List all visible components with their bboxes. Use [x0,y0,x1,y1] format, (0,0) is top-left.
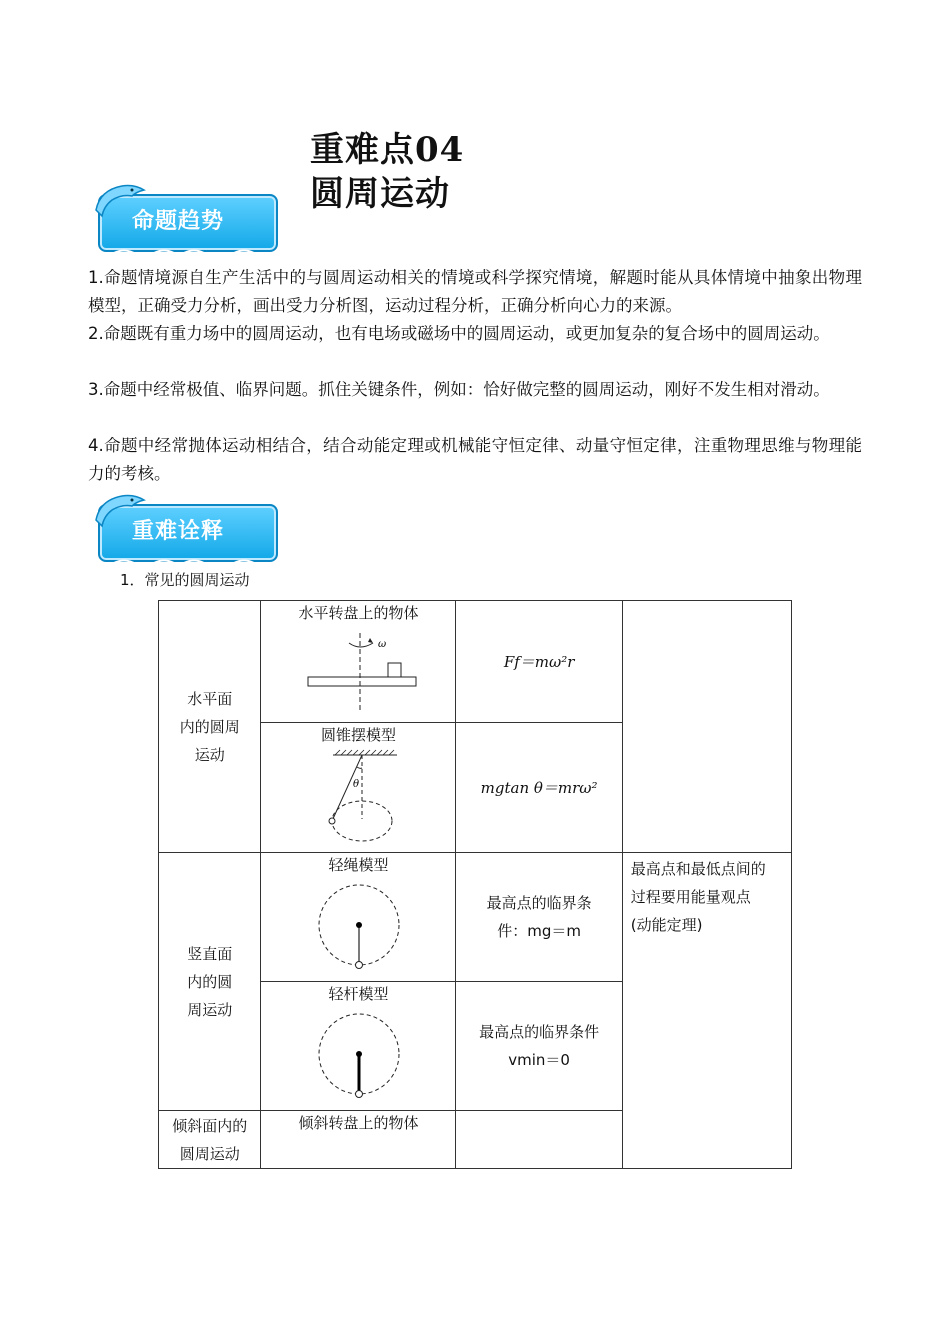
section-banner-explanation [92,490,282,564]
page-title [310,128,464,216]
formula-cell: 最高点的临界条 件：mg＝m [456,853,622,982]
category-cell-inclined: 倾斜面内的 圆周运动 [159,1111,261,1169]
title-line2: 圆周运动 [310,174,450,214]
svg-text:θ: θ [353,779,360,790]
formula-cell [456,601,622,723]
table-row [159,601,792,723]
section-banner-trend [92,180,282,254]
model-label: 轻绳模型 [328,856,389,874]
trend-paragraph-4: 4.命题中经常抛体运动相结合，结合动能定理或机械能守恒定律、动量守恒定律，注重物理思维与物理能力的考核。 [88,436,862,483]
circular-motion-table [158,600,792,1169]
model-label: 圆锥摆模型 [320,726,396,744]
dolphin-icon [92,490,152,530]
section-heading: 1．常见的圆周运动 [120,571,250,589]
note-cell-empty [622,601,791,853]
wave-decoration-icon [114,248,274,258]
model-cell [261,723,456,853]
model-cell [261,853,456,982]
trend-paragraph-3: 3.命题中经常极值、临界问题。抓住关键条件，例如：恰好做完整的圆周运动，刚好不发生相对滑动。 [88,380,830,399]
formula-cell-empty [456,1111,622,1169]
model-label: 水平转盘上的物体 [298,604,419,622]
formula-cell: 最高点的临界条件 vmin＝0 [456,982,622,1111]
turntable-diagram-icon [261,625,455,715]
model-cell [261,1111,456,1169]
wave-decoration-icon [114,558,274,568]
trend-paragraph-2: 2.命题既有重力场中的圆周运动，也有电场或磁场中的圆周运动，或更加复杂的复合场中的圆周运动。 [88,324,830,343]
formula-cell [456,723,622,853]
category-cell-horizontal: 水平面 内的圆周 运动 [159,601,261,853]
note-cell: 最高点和最低点间的 过程要用能量观点 (动能定理) [622,853,791,1169]
banner-label: 重难诠释 [132,519,225,544]
trend-paragraph-1: 1.命题情境源自生产生活中的与圆周运动相关的情境或科学探究情境，解题时能从具体情境中抽象出物理模型，正确受力分析，画出受力分析图，运动过程分析，正确分析向心力的来源。 [88,268,862,315]
model-cell [261,982,456,1111]
svg-text:ω: ω [378,639,387,650]
rod-model-diagram-icon [261,1006,455,1106]
formula-text: Ff＝mω²r [503,653,575,671]
model-label: 轻杆模型 [328,985,389,1003]
category-cell-vertical: 竖直面 内的圆 周运动 [159,853,261,1111]
dolphin-icon [92,180,152,220]
title-line1: 重难点04 [310,130,465,170]
table-row [159,853,792,982]
conical-pendulum-diagram-icon [261,747,455,847]
model-label: 倾斜转盘上的物体 [298,1114,419,1132]
model-cell [261,601,456,723]
formula-text: mgtan θ＝mrω² [480,779,598,797]
rope-model-diagram-icon [261,877,455,977]
banner-label: 命题趋势 [132,209,225,234]
